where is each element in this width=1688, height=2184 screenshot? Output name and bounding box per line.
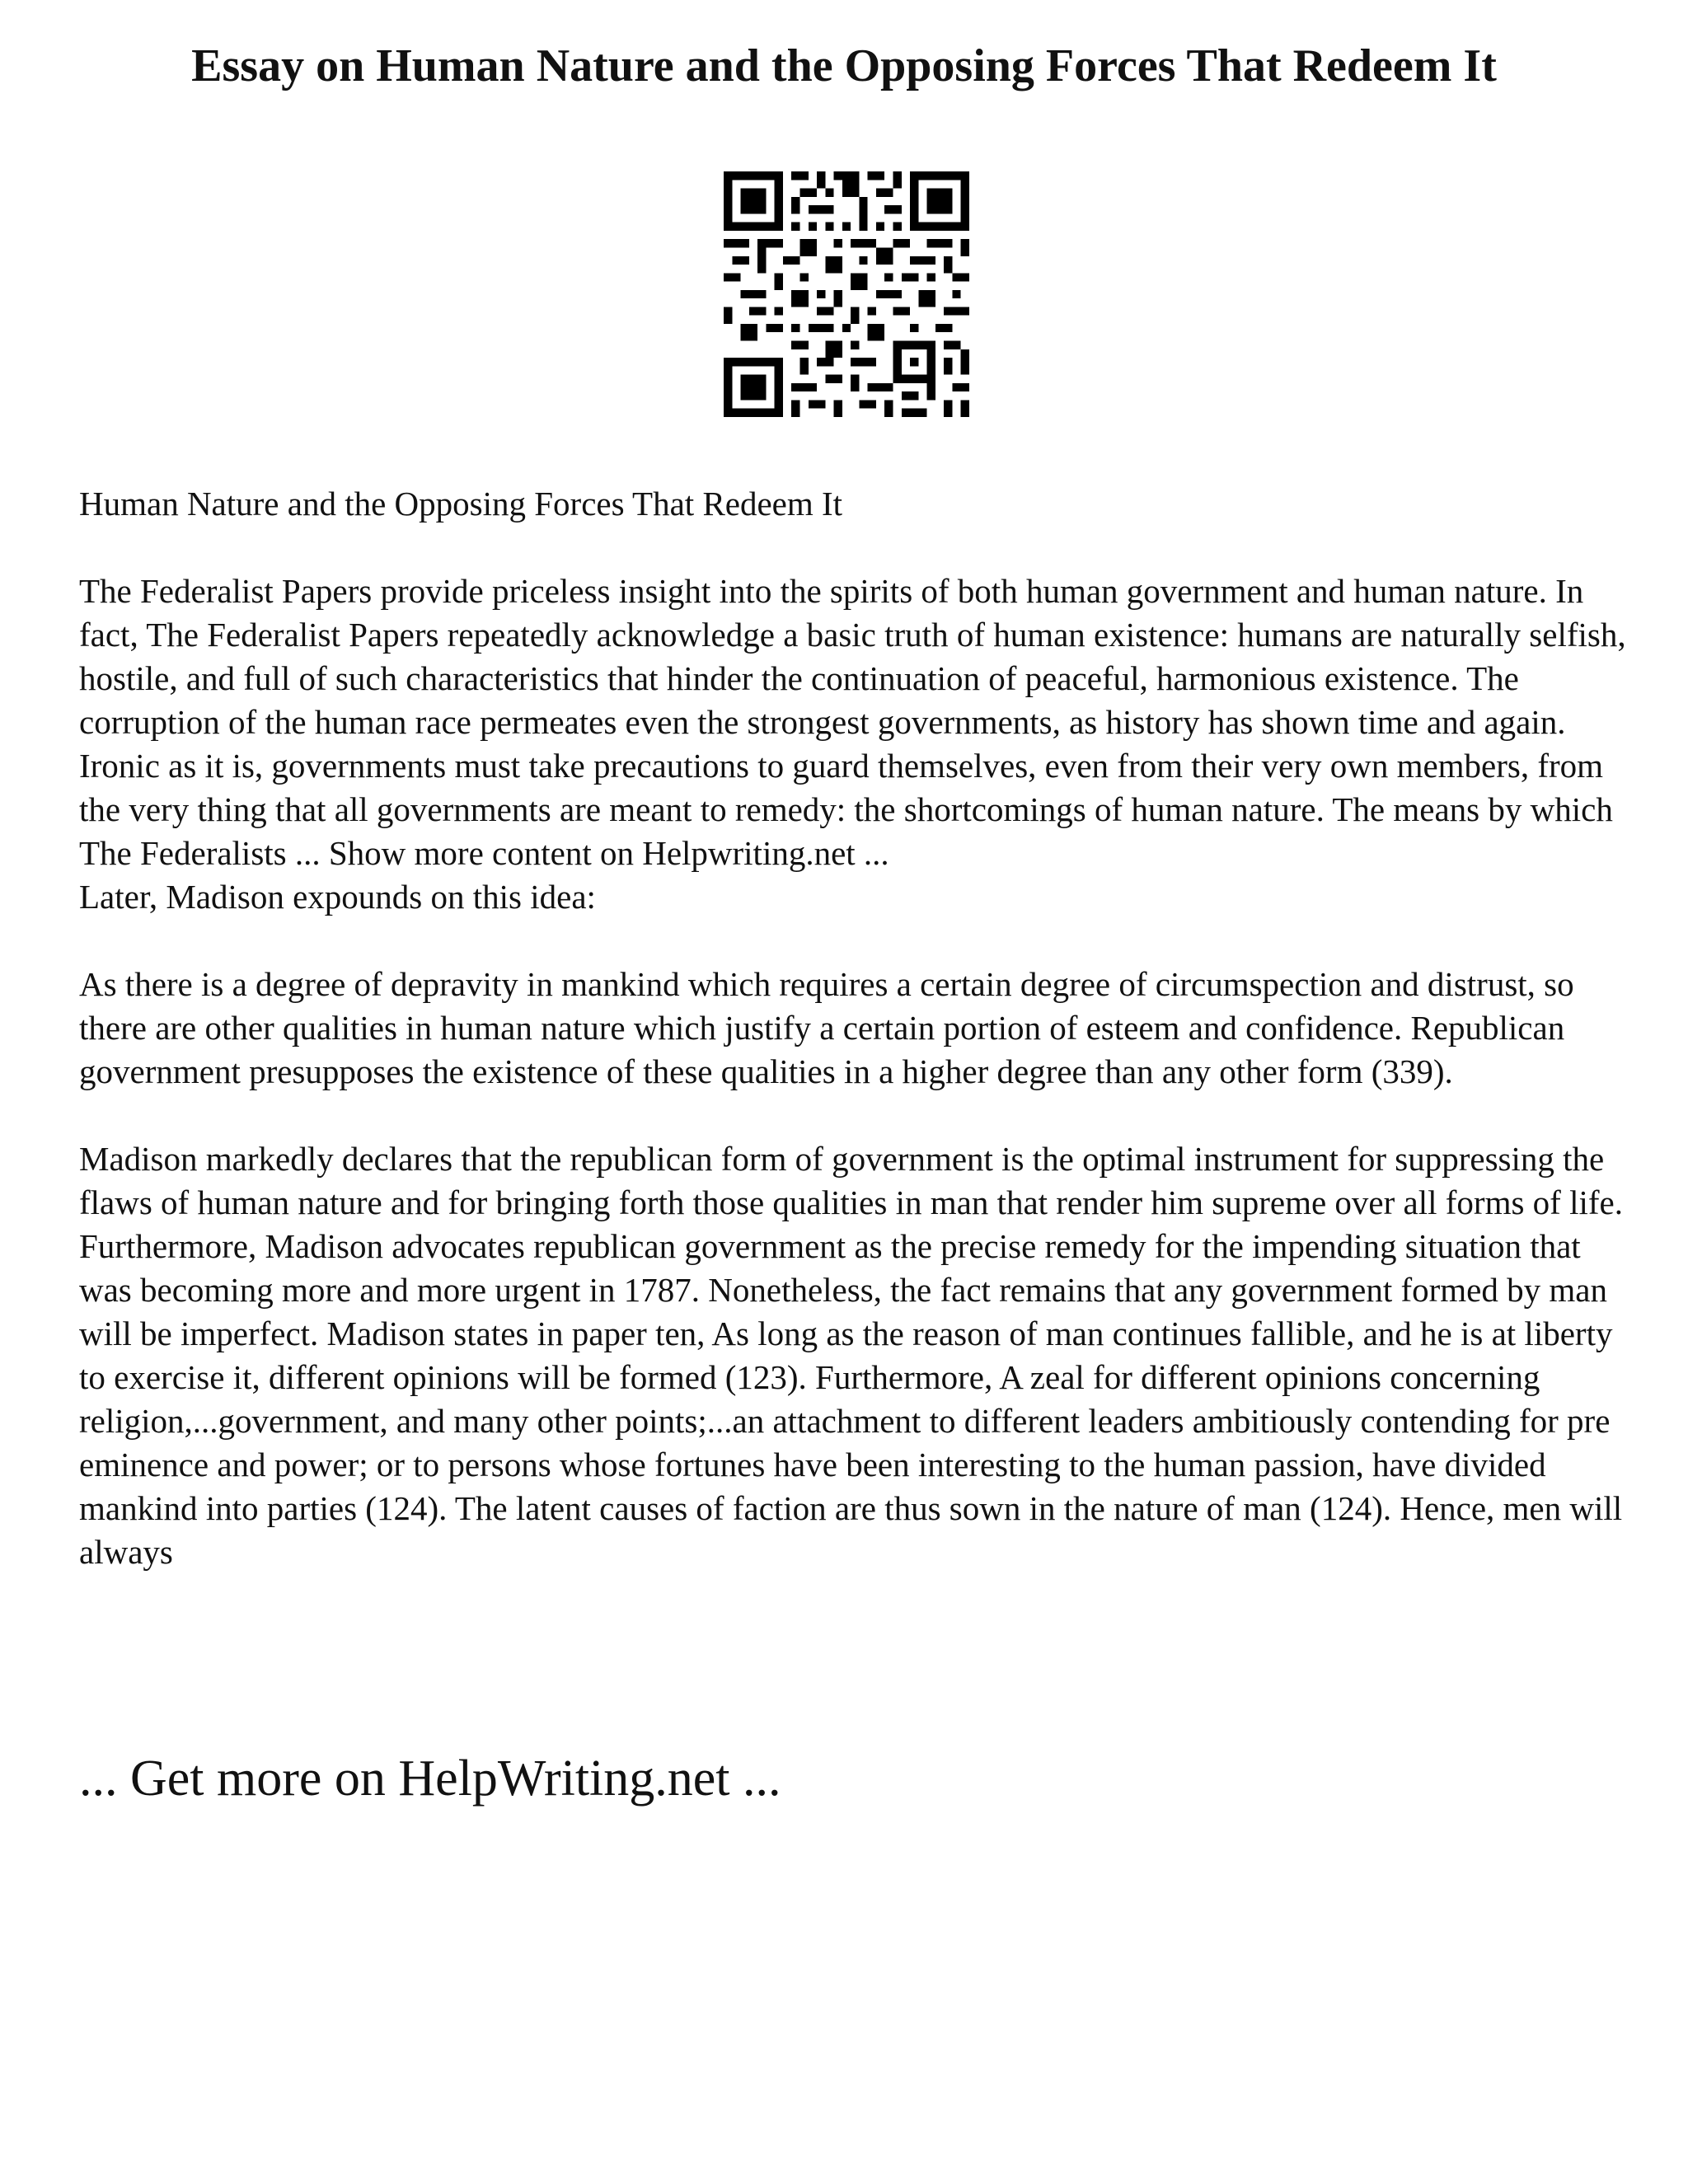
transition-paragraph: Later, Madison expounds on this idea: xyxy=(79,878,596,916)
essay-body xyxy=(79,482,1629,1574)
intro-paragraph: The Federalist Papers provide priceless insight into the spirits of both human government and human nature. In fact, The Federalist Papers repeatedly acknowledge a basic truth of human existence: humans are naturally selfish, hostile, and full of such characteristics that hinder the continuation of peaceful, harmonious existence. The corruption of the human race permeates even the strongest governments, as history has shown time and again. Ironic as it is, governments must take precautions to guard themselves, even from their very own members, from the very thing that all governments are meant to remedy: the shortcomings of human nature. The means by which The Federalists ... Show more content on Helpwriting.net ... xyxy=(79,572,1626,872)
quote-paragraph: As there is a degree of depravity in mankind which requires a certain degree of circumspection and distrust, so there are other qualities in human nature which justify a certain portion of esteem and confidence. Republican government presupposes the existence of these qualities in a higher degree than any other form (339). xyxy=(79,965,1574,1090)
qr-code-icon[interactable] xyxy=(724,171,969,417)
get-more-link[interactable]: ... Get more on HelpWriting.net ... xyxy=(79,1750,781,1807)
body-paragraph: Madison markedly declares that the republican form of government is the optimal instrument for suppressing the flaws of human nature and for bringing forth those qualities in man that render him supreme over all forms of life. Furthermore, Madison advocates republican government as the precise remedy for the impending situation that was becoming more and more urgent in 1787. Nonetheless, the fact remains that any government formed by man will be imperfect. Madison states in paper ten, As long as the reason of man continues fallible, and he is at liberty to exercise it, different opinions will be formed (123). Furthermore, A zeal for different opinions concerning religion,...government, and many other points;...an attachment to different leaders ambitiously contending for pre eminence and power; or to persons whose fortunes have been interesting to the human passion, have divided mankind into parties (124). The latent causes of faction are thus sown in the nature of man (124). Hence, men will always xyxy=(79,1140,1623,1571)
document-title: Essay on Human Nature and the Opposing Forces That Redeem It xyxy=(191,40,1497,91)
essay-subtitle: Human Nature and the Opposing Forces That Redeem It xyxy=(79,485,843,523)
